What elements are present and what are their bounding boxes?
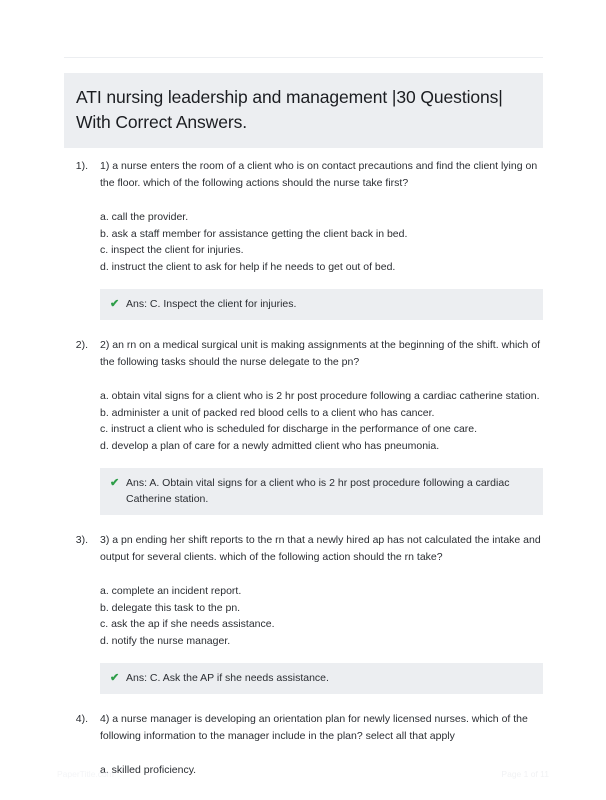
option-item: a. skilled proficiency.	[100, 764, 197, 776]
options-list	[100, 388, 543, 454]
page-title: ATI nursing leadership and management |30 Questions| With Correct Answers.	[76, 87, 503, 132]
option-item: a. complete an incident report.	[100, 585, 242, 597]
question-block	[0, 158, 606, 320]
option-item: b. administer a unit of packed red blood cells to a client who has cancer.	[100, 406, 435, 419]
answer-box	[100, 289, 543, 320]
option-item: c. instruct a client who is scheduled for discharge in the performance of one care.	[100, 423, 478, 435]
answer-text: ✔ Ans: C. Ask the AP if she needs assistance.	[110, 672, 329, 684]
options-list	[100, 209, 543, 275]
question-number: 1).	[75, 160, 88, 172]
check-icon: ✔	[110, 298, 120, 310]
document-title-banner	[64, 73, 543, 148]
check-icon: ✔	[110, 672, 120, 684]
question-text: 3) a pn ending her shift reports to the rn that a newly hired ap has not calculated the intake and output for several clients. which of the following action should the rn take?	[100, 534, 541, 563]
question-number: 2).	[75, 339, 88, 351]
option-item: c. inspect the client for injuries.	[100, 244, 244, 256]
option-item: c. ask the ap if she needs assistance.	[100, 618, 275, 630]
option-item: d. notify the nurse manager.	[100, 634, 231, 647]
answer-text: ✔ Ans: A. Obtain vital signs for a client who is 2 hr post procedure following a cardiac Catherine station.	[110, 477, 510, 505]
answer-text: ✔ Ans: C. Inspect the client for injuries.	[110, 298, 297, 310]
option-item: a. obtain vital signs for a client who is 2 hr post procedure following a cardiac catherine station.	[100, 390, 540, 402]
footer-site-label: PaperTitle.com	[57, 769, 114, 779]
option-item: d. develop a plan of care for a newly admitted client who has pneumonia.	[100, 439, 440, 452]
option-item: b. ask a staff member for assistance getting the client back in bed.	[100, 227, 408, 240]
footer-page-number: Page 1 of 11	[501, 769, 549, 779]
answer-box	[100, 663, 543, 694]
header-divider	[64, 57, 543, 58]
page-footer	[0, 768, 606, 788]
questions-list	[0, 158, 606, 796]
option-item: a. call the provider.	[100, 211, 189, 223]
check-icon: ✔	[110, 477, 120, 489]
question-block	[0, 337, 606, 515]
option-item: b. delegate this task to the pn.	[100, 601, 241, 614]
option-item: d. instruct the client to ask for help if he needs to get out of bed.	[100, 260, 396, 273]
options-list	[100, 583, 543, 649]
question-block	[0, 532, 606, 694]
question-number: 4).	[75, 713, 88, 725]
question-number: 3).	[75, 534, 88, 546]
question-text: 1) a nurse enters the room of a client who is on contact precautions and find the client lying on the floor. which of the following actions should the nurse take first?	[100, 160, 538, 189]
answer-box	[100, 468, 543, 515]
question-text: 4) a nurse manager is developing an orientation plan for newly licensed nurses. which of the following information to the manager include in the plan? select all that apply	[100, 713, 528, 742]
question-text: 2) an rn on a medical surgical unit is making assignments at the beginning of the shift. which of the following tasks should the nurse delegate to the pn?	[100, 339, 541, 368]
